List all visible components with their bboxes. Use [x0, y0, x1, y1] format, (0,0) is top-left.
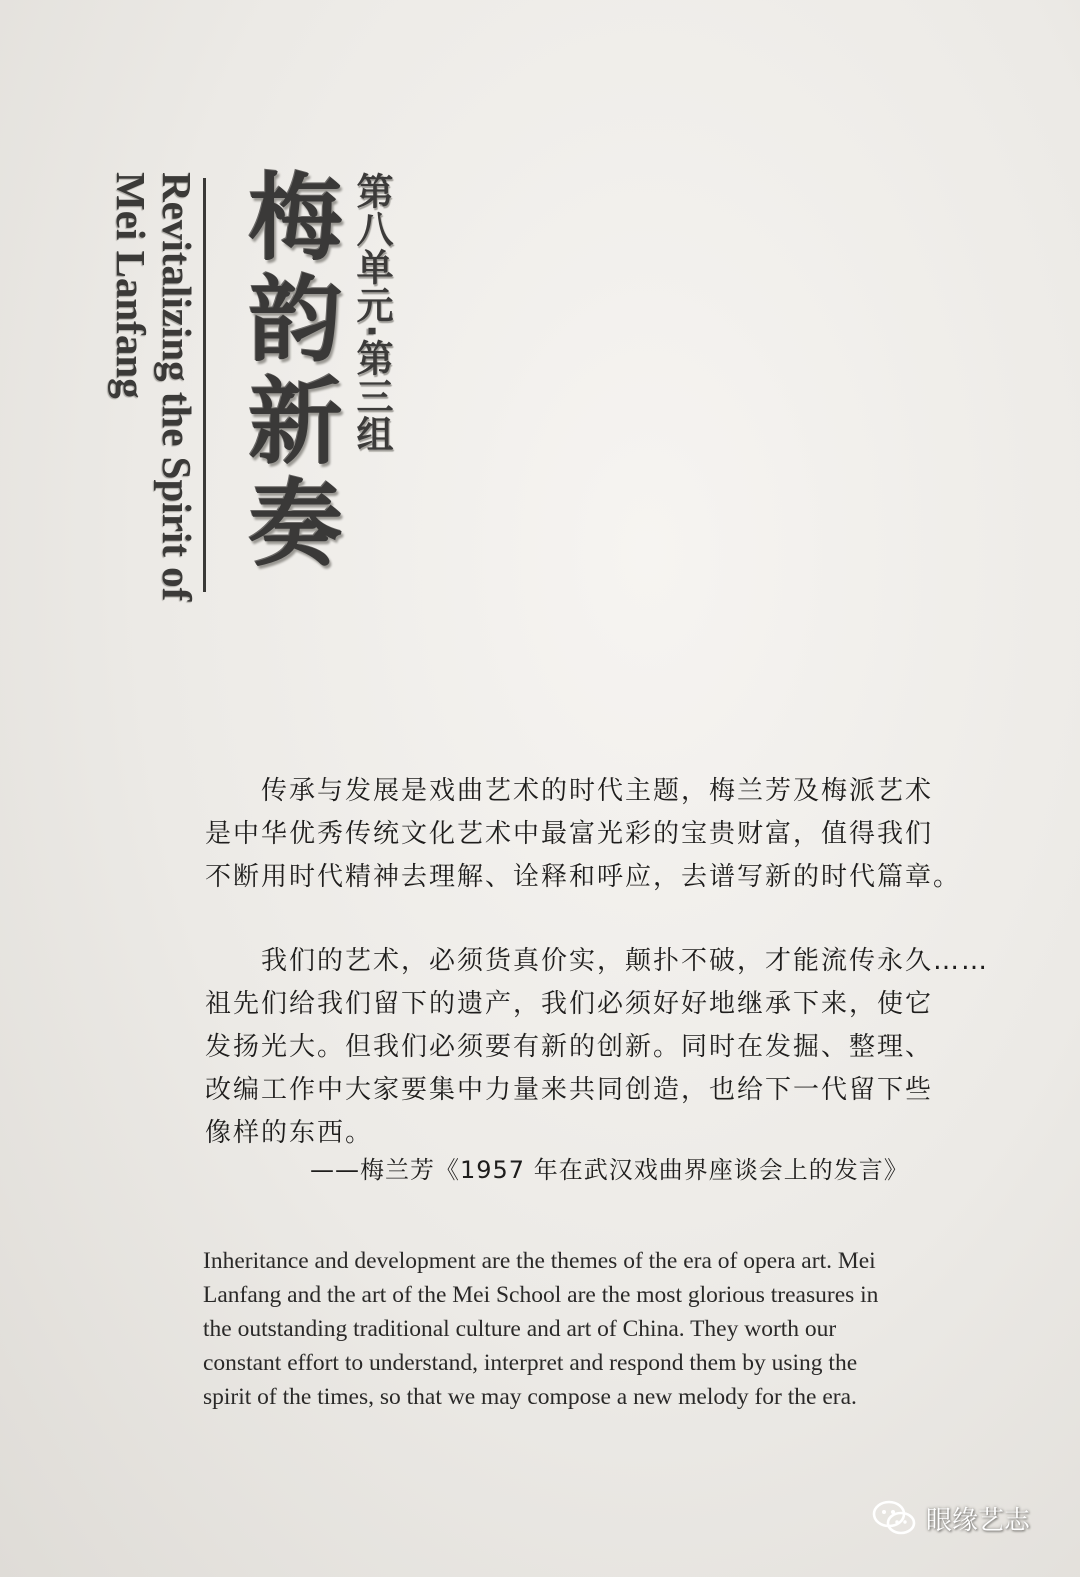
english-line: constant effort to understand, interpret and respond them by using the — [203, 1350, 858, 1376]
unit-subtitle: 第八单元·第三组 — [350, 172, 393, 454]
english-title — [100, 172, 200, 612]
chinese-paragraph-1 — [205, 770, 962, 899]
main-title: 梅韵新奏 — [232, 168, 341, 576]
quote-line: 祖先们给我们留下的遗产，我们必须好好地继承下来，使它 — [205, 989, 934, 1019]
english-line: Inheritance and development are the themes of the era of opera art. Mei — [203, 1248, 876, 1274]
watermark-text: 眼缘艺志 — [926, 1505, 1031, 1536]
english-line: the outstanding traditional culture and art of China. They worth our — [203, 1316, 837, 1342]
quote-line: 像样的东西。 — [205, 1118, 374, 1148]
quote-line: 改编工作中大家要集中力量来共同创造，也给下一代留下些 — [205, 1075, 934, 1105]
paragraph-line: 是中华优秀传统文化艺术中最富光彩的宝贵财富，值得我们 — [205, 819, 934, 849]
title-divider — [203, 178, 206, 592]
chinese-quote-paragraph — [205, 940, 990, 1155]
english-line: Lanfang and the art of the Mei School are the most glorious treasures in — [203, 1282, 879, 1308]
english-paragraph — [203, 1244, 943, 1414]
watermark — [870, 1496, 1050, 1540]
wechat-icon — [870, 1498, 918, 1538]
paragraph-line: 不断用时代精神去理解、诠释和呼应，去谱写新的时代篇章。 — [205, 862, 962, 892]
quote-attribution: ——梅兰芳《1957 年在武汉戏曲界座谈会上的发言》 — [310, 1156, 909, 1184]
english-title-line-1: Revitalizing the Spirit of — [154, 172, 200, 602]
english-line: spirit of the times, so that we may compose a new melody for the era. — [203, 1384, 857, 1410]
english-title-line-2: Mei Lanfang — [108, 172, 154, 399]
quote-line: 我们的艺术，必须货真价实，颠扑不破，才能流传永久…… — [261, 946, 990, 976]
quote-line: 发扬光大。但我们必须要有新的创新。同时在发掘、整理、 — [205, 1032, 934, 1062]
paragraph-line: 传承与发展是戏曲艺术的时代主题，梅兰芳及梅派艺术 — [261, 776, 934, 806]
